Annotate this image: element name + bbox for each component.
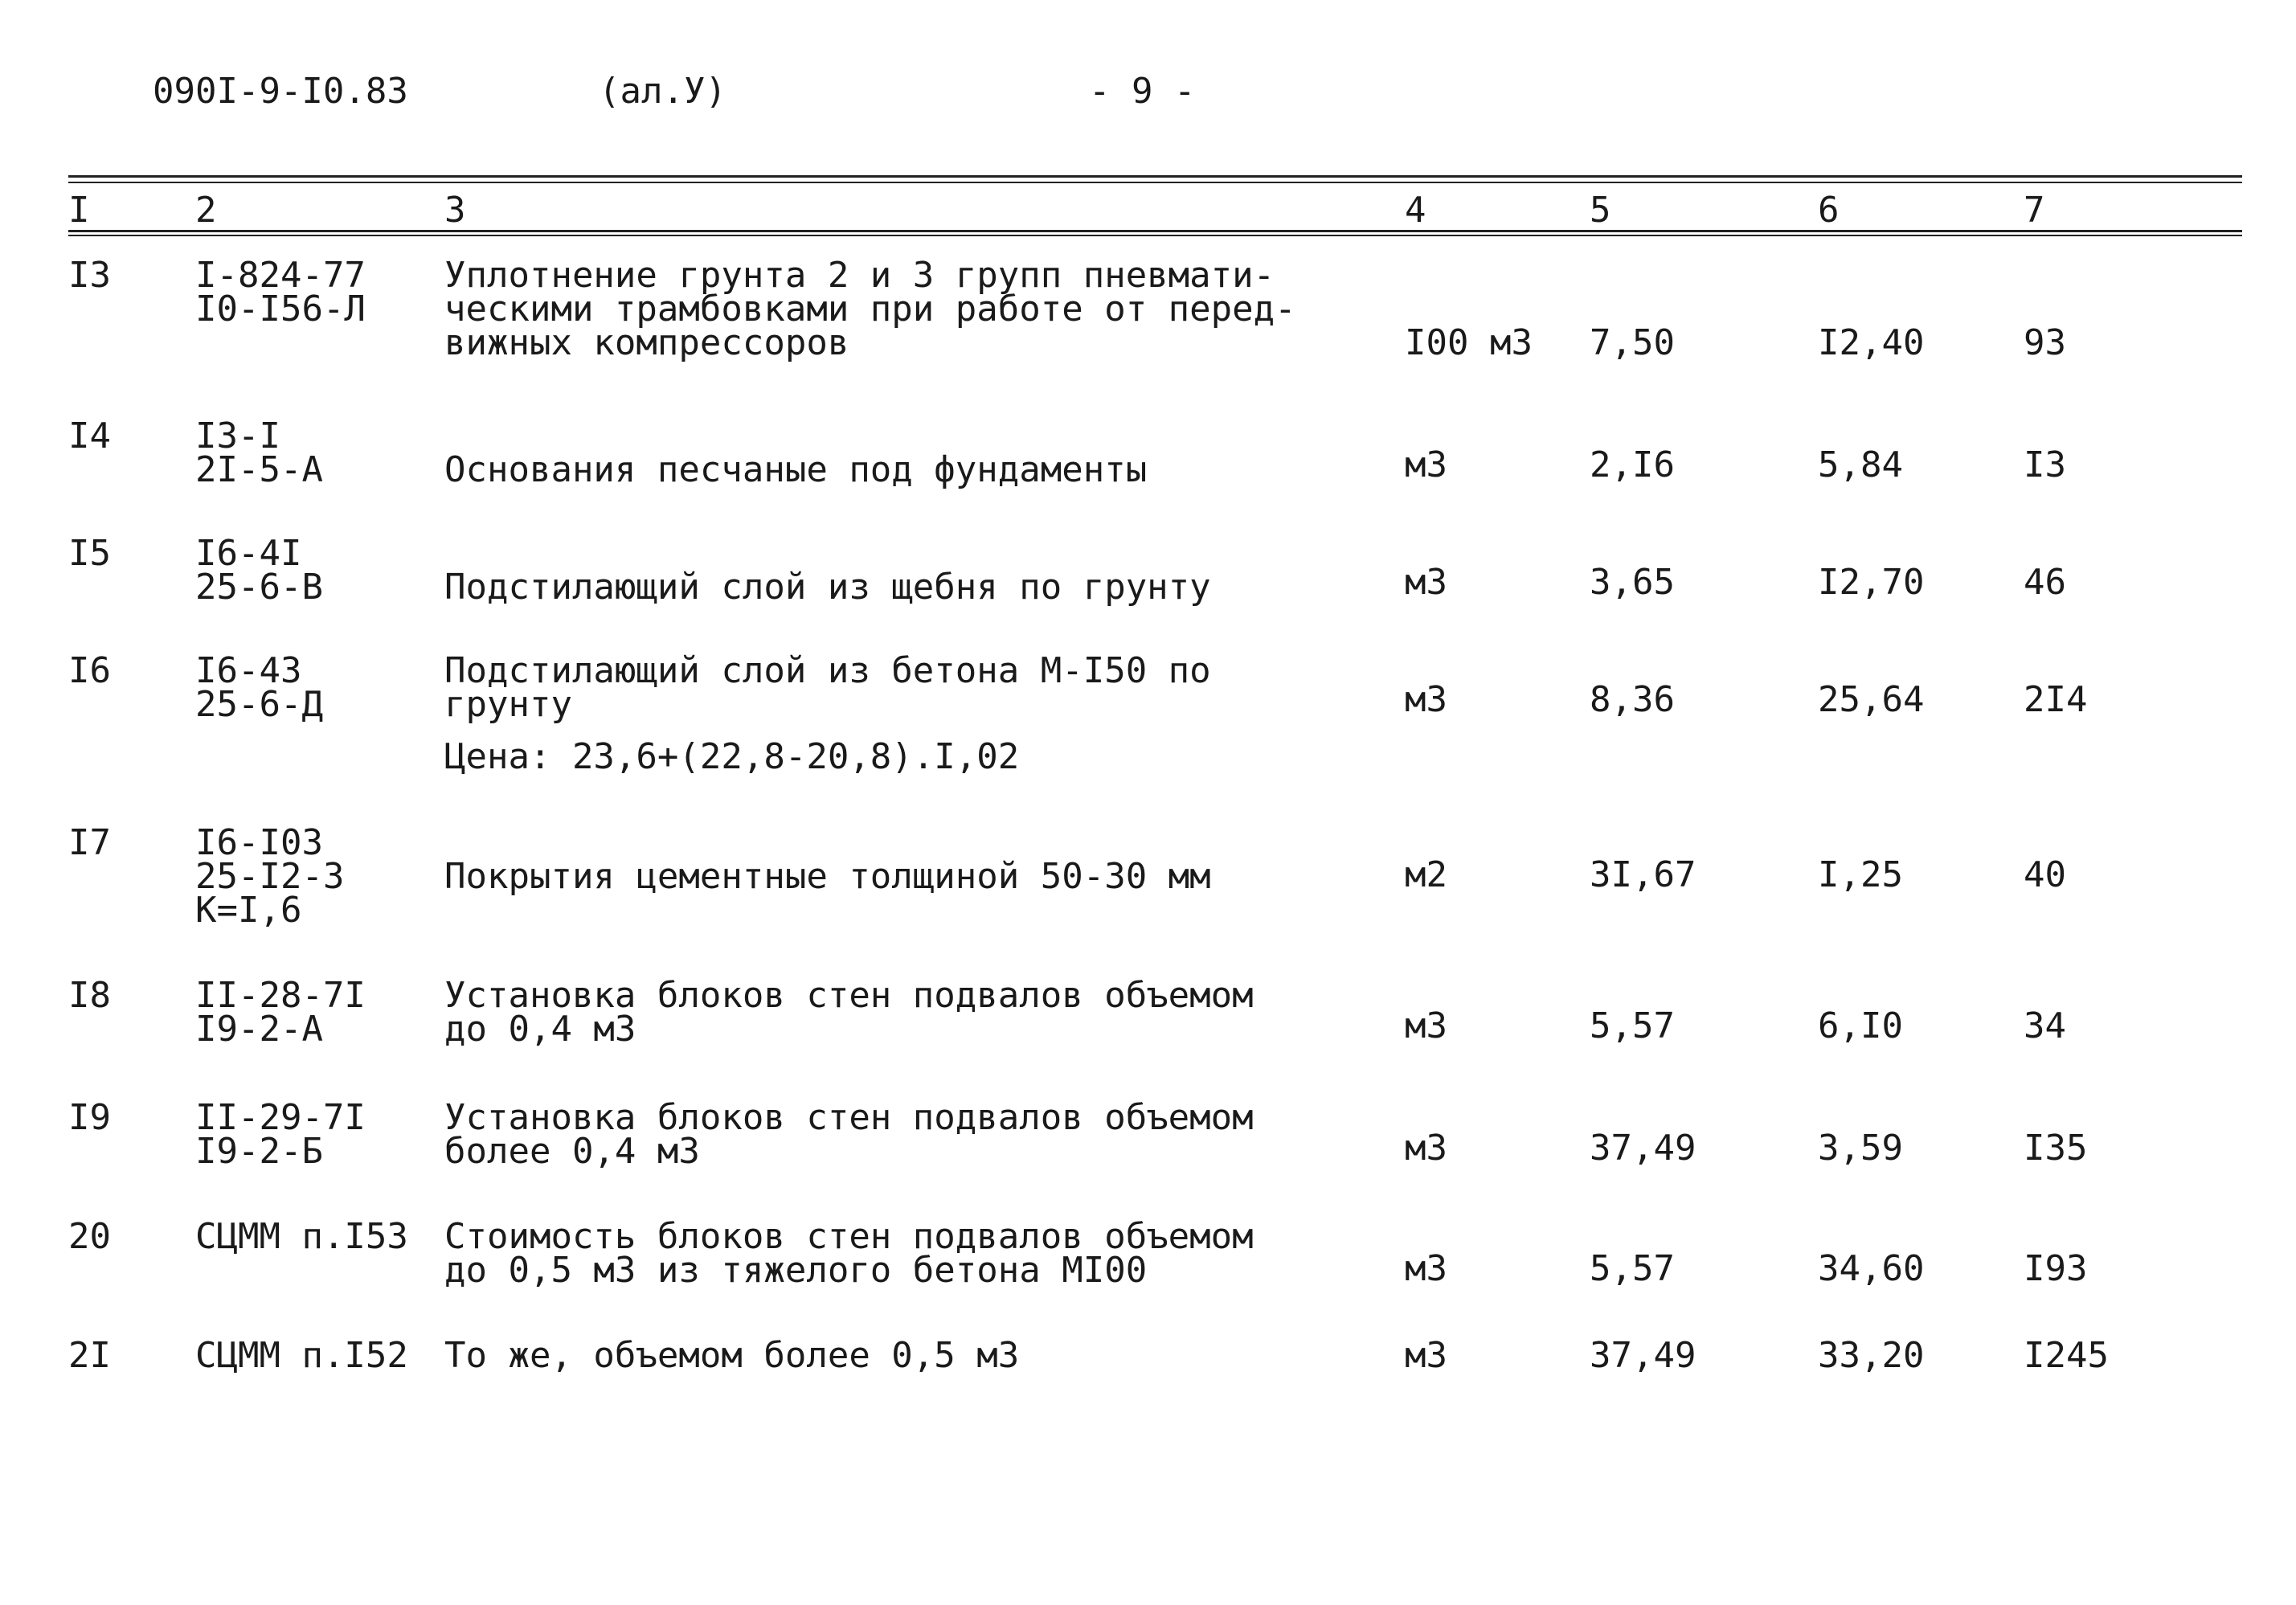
quantity: 3I,67 [1590,854,1696,895]
column-number: 4 [1405,190,1426,231]
quantity: 37,49 [1590,1335,1696,1376]
row-number: I6 [68,650,111,691]
norm-code: I-824-77 I0-I56-Л [195,255,366,330]
table-top-rule-inner [68,182,2242,183]
norm-code: СЦММ п.I53 [195,1216,408,1257]
norm-code: II-28-7I I9-2-А [195,975,366,1050]
column-number: 3 [444,190,466,231]
row-number: I9 [68,1097,111,1138]
column-number: 2 [195,190,217,231]
work-description: Установка блоков стен подвалов объемом до 0,4 м3 [444,975,1254,1050]
quantity: 3,65 [1590,562,1675,603]
total-cost: 46 [2024,562,2066,603]
unit: м3 [1405,1128,1447,1169]
quantity: 2,I6 [1590,444,1675,485]
quantity: 7,50 [1590,322,1675,363]
unit: м3 [1405,562,1447,603]
unit: м2 [1405,854,1447,895]
norm-code: I3-I 2I-5-А [195,416,323,490]
work-description: Покрытия цементные толщиной 50-30 мм [444,856,1211,897]
unit-price: I2,70 [1818,562,1925,603]
column-number: 6 [1818,190,1840,231]
row-number: 20 [68,1216,111,1257]
quantity: 5,57 [1590,1005,1675,1046]
unit: м3 [1405,679,1447,720]
column-number: 5 [1590,190,1611,231]
unit-price: 33,20 [1818,1335,1925,1376]
work-description: Уплотнение грунта 2 и 3 групп пневмати- ческими трамбовками при работе от перед- вижных компрессоров [444,255,1296,363]
document-code: 090I-9-I0.83 [153,71,408,112]
work-description: Подстилающий слой из бетона М-I50 по грунту [444,650,1211,725]
work-description: То же, объемом более 0,5 м3 [444,1335,1020,1376]
header-bottom-rule-inner [68,235,2242,236]
unit: I00 м3 [1405,322,1533,363]
work-description: Основания песчаные под фундаменты [444,449,1148,490]
unit: м3 [1405,444,1447,485]
row-number: I5 [68,533,111,574]
total-cost: I35 [2024,1128,2088,1169]
price-note: Цена: 23,6+(22,8-20,8).I,02 [444,736,1020,777]
norm-code: II-29-7I I9-2-Б [195,1097,366,1172]
total-cost: 93 [2024,322,2066,363]
header-bottom-rule [68,230,2242,232]
unit-price: 34,60 [1818,1248,1925,1289]
total-cost: 2I4 [2024,679,2088,720]
row-number: I3 [68,255,111,296]
sheet-label: (ал.У) [599,71,726,112]
quantity: 5,57 [1590,1248,1675,1289]
total-cost: I93 [2024,1248,2088,1289]
table-top-rule [68,175,2242,178]
unit: м3 [1405,1005,1447,1046]
work-description: Установка блоков стен подвалов объемом более 0,4 м3 [444,1097,1254,1172]
unit-price: 5,84 [1818,444,1903,485]
work-description: Стоимость блоков стен подвалов объемом до 0,5 м3 из тяжелого бетона МI00 [444,1216,1254,1291]
unit: м3 [1405,1335,1447,1376]
page-number: - 9 - [1089,71,1196,112]
unit-price: 6,I0 [1818,1005,1903,1046]
unit-price: I,25 [1818,854,1903,895]
norm-code: СЦММ п.I52 [195,1335,408,1376]
row-number: 2I [68,1335,111,1376]
unit-price: 25,64 [1818,679,1925,720]
norm-code: I6-43 25-6-Д [195,650,323,725]
work-description: Подстилающий слой из щебня по грунту [444,567,1211,608]
page-header [0,71,2296,119]
column-number: I [68,190,90,231]
unit-price: I2,40 [1818,322,1925,363]
total-cost: 34 [2024,1005,2066,1046]
unit: м3 [1405,1248,1447,1289]
norm-code: I6-I03 25-I2-3 К=I,6 [195,822,345,931]
quantity: 37,49 [1590,1128,1696,1169]
unit-price: 3,59 [1818,1128,1903,1169]
row-number: I7 [68,822,111,863]
total-cost: 40 [2024,854,2066,895]
total-cost: I3 [2024,444,2066,485]
quantity: 8,36 [1590,679,1675,720]
total-cost: I245 [2024,1335,2109,1376]
row-number: I8 [68,975,111,1016]
row-number: I4 [68,416,111,457]
column-number: 7 [2024,190,2045,231]
norm-code: I6-4I 25-6-В [195,533,323,608]
